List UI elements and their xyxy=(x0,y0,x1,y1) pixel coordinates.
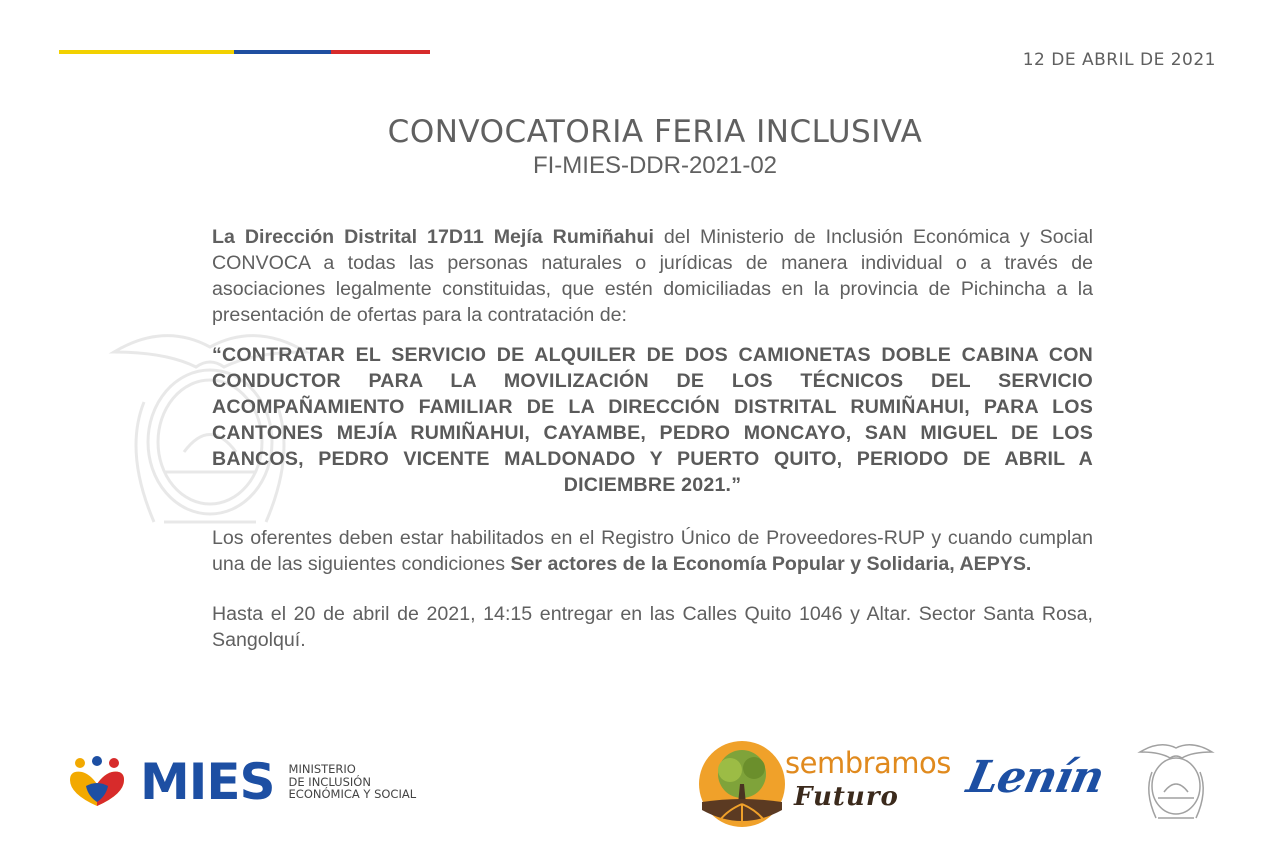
mies-wordmark: MIES xyxy=(140,753,275,811)
flag-red-stripe xyxy=(331,50,430,54)
document-body xyxy=(212,224,1093,653)
ecuador-coat-of-arms-icon xyxy=(1136,738,1216,824)
mies-subtitle-line: DE INCLUSIÓN xyxy=(288,774,371,789)
requirements-condition: Ser actores de la Economía Popular y Solidaria, AEPYS. xyxy=(510,553,1032,575)
document-date: 12 DE ABRIL DE 2021 xyxy=(1022,50,1216,70)
page-title: CONVOCATORIA FERIA INCLUSIVA xyxy=(387,114,923,150)
futuro-word: Futuro xyxy=(794,782,899,812)
sembramos-word: sembramos xyxy=(785,746,951,780)
mies-logo xyxy=(66,753,417,811)
intro-paragraph xyxy=(212,224,1093,328)
mies-subtitle-line: ECONÓMICA Y SOCIAL xyxy=(288,787,417,802)
delivery-paragraph: Hasta el 20 de abril de 2021, 14:15 entregar en las Calles Quito 1046 y Altar. Sector Santa Rosa, Sangolquí. xyxy=(212,603,1093,651)
flag-blue-stripe xyxy=(234,50,331,54)
flag-color-bar xyxy=(59,50,430,54)
process-code: FI-MIES-DDR-2021-02 xyxy=(532,152,778,179)
requirements-paragraph xyxy=(212,525,1093,577)
mies-subtitle-line: MINISTERIO xyxy=(288,762,356,777)
flag-yellow-stripe xyxy=(59,50,234,54)
lenin-signature-logo: Lenín xyxy=(962,752,1109,803)
sembramos-futuro-logo xyxy=(698,740,951,830)
directorate-name: La Dirección Distrital 17D11 Mejía Rumiñahui xyxy=(212,226,654,248)
requirements-text: Los oferentes deben estar habilitados en el Registro Único de Proveedores-RUP y cuando cumplan una de las siguientes condiciones xyxy=(212,527,1093,575)
mies-subtitle xyxy=(289,763,417,801)
intro-text: del Ministerio de Inclusión Económica y Social CONVOCA a todas las personas naturales o jurídicas de manera individual o a través de asociaciones legalmente constituidas, que estén domiciliadas en la provincia de Pichincha a la presentación de ofertas para la contratación de: xyxy=(212,226,1094,326)
tree-icon xyxy=(698,740,786,828)
service-description: “CONTRATAR EL SERVICIO DE ALQUILER DE DOS CAMIONETAS DOBLE CABINA CON CONDUCTOR PARA LA MOVILIZACIÓN DE LOS TÉCNICOS DEL SERVICIO ACOMPAÑAMIENTO FAMILIAR DE LA DIRECCIÓN DISTRITAL RUMIÑAHUI, PARA LOS CANTONES MEJÍA RUMIÑAHUI, CAYAMBE, PEDRO MONCAYO, SAN MIGUEL DE LOS BANCOS, PEDRO VICENTE MALDONADO Y PUERTO QUITO, PERIODO DE ABRIL A DICIEMBRE 2021.” xyxy=(212,344,1093,496)
mies-hearts-icon xyxy=(66,756,128,808)
